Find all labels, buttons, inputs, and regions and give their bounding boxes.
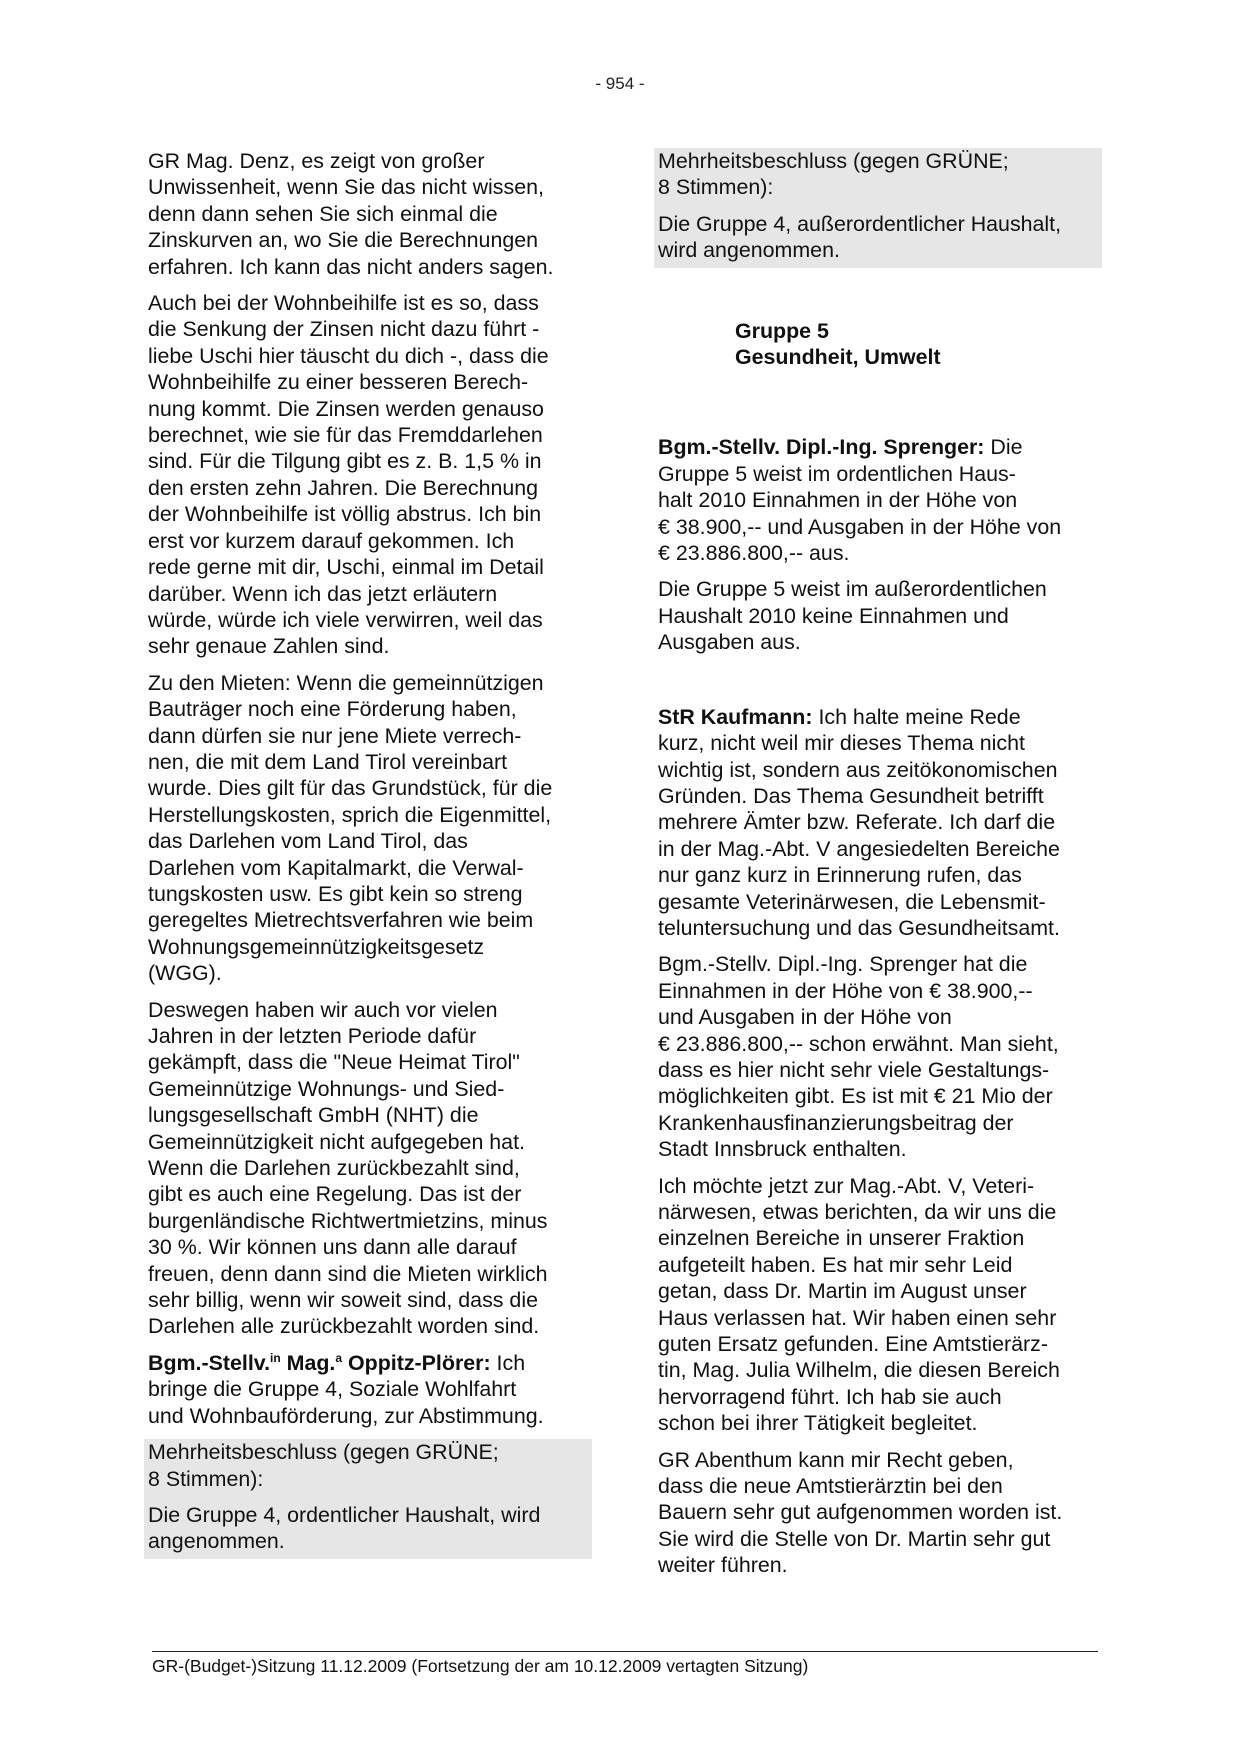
- paragraph: GR Mag. Denz, es zeigt von großer Unwissenheit, wenn Sie das nicht wissen, denn dann sehen Sie sich einmal die Zinskurven an, wo Sie die Berechnungen erfahren. Ich kann das nicht anders sagen.: [148, 149, 554, 279]
- footer-divider: [152, 1651, 1098, 1652]
- section-heading-line-2: Gesundheit, Umwelt: [735, 345, 941, 370]
- resolution-box: [144, 1439, 592, 1559]
- resolution-vote: Mehrheitsbeschluss (gegen GRÜNE; 8 Stimmen):: [148, 1440, 499, 1491]
- paragraph: Auch bei der Wohnbeihilfe ist es so, dass die Senkung der Zinsen nicht dazu führt - liebe Uschi hier täuscht du dich -, dass die Wohnbeihilfe zu einer besseren Berech- nung kommt. Die Zinsen werden genauso berechnet, wie sie für das Fremddarlehen sind. Für die Tilgung gibt es z. B. 1,5 % in den ersten zehn Jahren. Die Berechnung der Wohnbeihilfe ist völlig abstrus. Ich bin erst vor kurzem darauf gekommen. Ich rede gerne mit dir, Uschi, einmal im Detail darüber. Wenn ich das jetzt erläutern würde, würde ich viele verwirren, weil das sehr genaue Zahlen sind.: [148, 291, 549, 659]
- paragraph: Ich möchte jetzt zur Mag.-Abt. V, Veteri- närwesen, etwas berichten, da wir uns die einzelnen Bereiche in unserer Fraktion aufgeteilt haben. Es hat mir sehr Leid getan, dass Dr. Martin im August unser Haus verlassen hat. Wir haben einen sehr guten Ersatz gefunden. Eine Amtstierärz- tin, Mag. Julia Wilhelm, die diesen Bereich hervorragend führt. Ich hab sie auch schon bei ihrer Tätigkeit begleitet.: [658, 1173, 1060, 1436]
- section-heading-line-1: Gruppe 5: [735, 318, 829, 343]
- speaker-name: StR Kaufmann:: [658, 704, 813, 729]
- page-number: - 954 -: [595, 74, 645, 93]
- section-heading: [735, 318, 1098, 371]
- resolution-result: Die Gruppe 4, ordentlicher Haushalt, wird angenommen.: [148, 1502, 541, 1554]
- speaker-text: Ich bringe die Gruppe 4, Soziale Wohlfahrt und Wohnbauförderung, zur Abstimmung.: [148, 1350, 544, 1428]
- speaker-name: Bgm.-Stellv.$^{in}$ Mag.$^a$ Oppitz-Plörer:: [148, 1350, 491, 1375]
- footer-text: GR-(Budget-)Sitzung 11.12.2009 (Fortsetzung der am 10.12.2009 vertagten Sitzung): [152, 1656, 809, 1676]
- paragraph: Zu den Mieten: Wenn die gemeinnützigen Bauträger noch eine Förderung haben, dann dürfen sie nur jene Miete verrech- nen, die mit dem Land Tirol vereinbart wurde. Dies gilt für das Grundstück, für die Herstellungskosten, sprich die Eigenmittel, das Darlehen vom Land Tirol, das Darlehen vom Kapitalmarkt, die Verwal- tungskosten usw. Es gibt kein so streng geregeltes Mietrechtsverfahren wie beim Wohnungsgemeinnützigkeitsgesetz (WGG).: [148, 670, 553, 986]
- resolution-box: [654, 148, 1102, 268]
- resolution-result: Die Gruppe 4, außerordentlicher Haushalt, wird angenommen.: [658, 211, 1062, 263]
- right-column: [658, 148, 1098, 1589]
- speaker-paragraph: [658, 704, 1098, 942]
- paragraph: Die Gruppe 5 weist im außerordentlichen Haushalt 2010 keine Einnahmen und Ausgaben aus.: [658, 577, 1047, 655]
- speaker-text: Ich halte meine Rede kurz, nicht weil mir dieses Thema nicht wichtig ist, sondern aus zeitökonomischen Gründen. Das Thema Gesundheit betrifft mehrere Ämter bzw. Referate. Ich darf die in der Mag.-Abt. V angesiedelten Bereiche nur ganz kurz in Erinnerung rufen, das gesamte Veterinärwesen, die Lebensmit- teluntersuchung und das Gesundheitsamt.: [658, 704, 1060, 940]
- left-column: [148, 148, 588, 1559]
- speaker-paragraph: [658, 434, 1098, 566]
- paragraph: Deswegen haben wir auch vor vielen Jahren in der letzten Periode dafür gekämpft, dass die "Neue Heimat Tirol" Gemeinnützige Wohnungs- und Sied- lungsgesellschaft GmbH (NHT) die Gemeinnützigkeit nicht aufgegeben hat. Wenn die Darlehen zurückbezahlt sind, gibt es auch eine Regelung. Das ist der burgenländische Richtwertmietzins, minus 30 %. Wir können uns dann alle darauf freuen, denn dann sind die Mieten wirklich sehr billig, wenn wir soweit sind, dass die Darlehen alle zurückbezahlt worden sind.: [148, 997, 548, 1339]
- resolution-vote: Mehrheitsbeschluss (gegen GRÜNE; 8 Stimmen):: [658, 149, 1009, 200]
- speaker-name: Bgm.-Stellv. Dipl.-Ing. Sprenger:: [658, 435, 985, 460]
- speaker-text: Die Gruppe 5 weist im ordentlichen Haus- halt 2010 Einnahmen in der Höhe von € 38.900,-- und Ausgaben in der Höhe von € 23.886.800,-- aus.: [658, 435, 1062, 566]
- paragraph: Bgm.-Stellv. Dipl.-Ing. Sprenger hat die Einnahmen in der Höhe von € 38.900,-- und Ausgaben in der Höhe von € 23.886.800,-- schon erwähnt. Man sieht, dass es hier nicht sehr viele Gestaltungs- möglichkeiten gibt. Es ist mit € 21 Mio der Krankenhausfinanzierungsbeitrag der Stadt Innsbruck enthalten.: [658, 952, 1059, 1162]
- paragraph: GR Abenthum kann mir Recht geben, dass die neue Amtstierärztin bei den Bauern sehr gut aufgenommen worden ist. Sie wird die Stelle von Dr. Martin sehr gut weiter führen.: [658, 1447, 1063, 1578]
- speaker-paragraph: [148, 1350, 588, 1429]
